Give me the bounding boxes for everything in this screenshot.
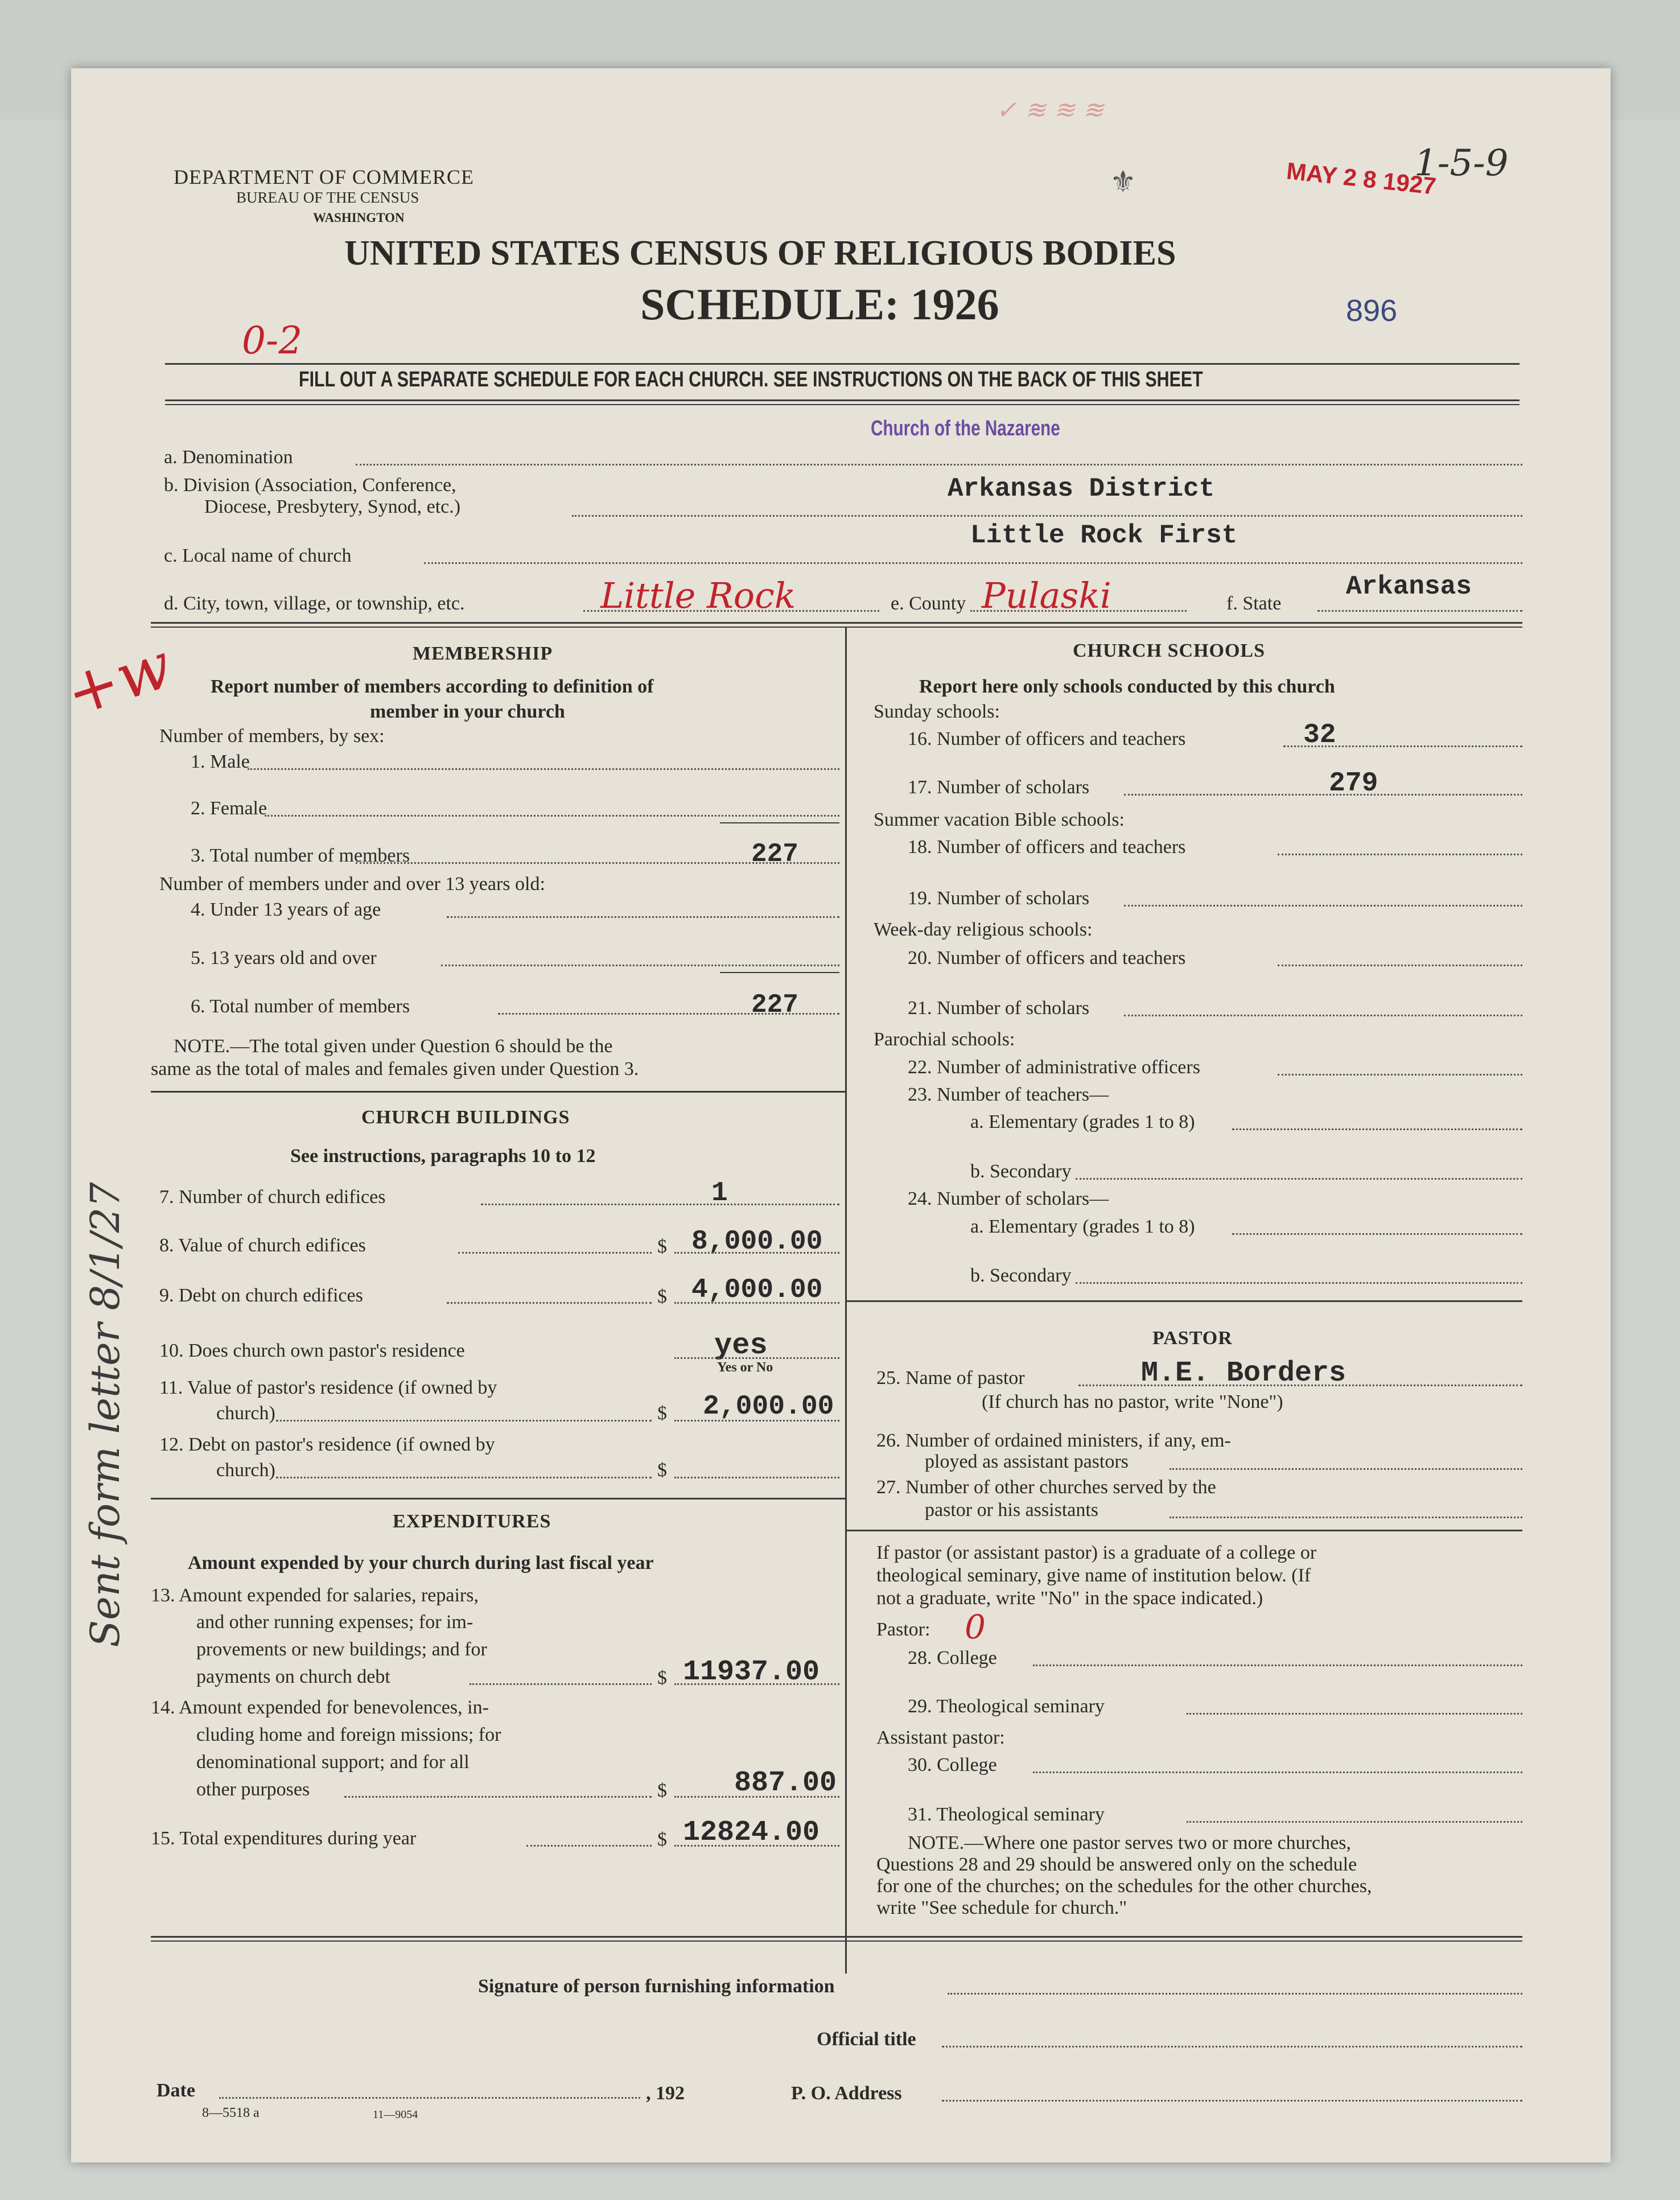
q16-value: 32 bbox=[1303, 720, 1336, 751]
divider bbox=[151, 1941, 1522, 1942]
q12-label-2: church) bbox=[216, 1460, 275, 1481]
q30-label: 30. College bbox=[908, 1754, 997, 1775]
q13-label-2: and other running expenses; for im- bbox=[196, 1612, 473, 1633]
pastor-heading: PASTOR bbox=[1152, 1328, 1233, 1349]
local-name-value: Little Rock First bbox=[970, 521, 1238, 550]
membership-intro: Report number of members according to definition of bbox=[211, 676, 654, 697]
q23b-line bbox=[1076, 1178, 1522, 1180]
q27-label-2: pastor or his assistants bbox=[925, 1499, 1099, 1521]
official-title-label: Official title bbox=[817, 2029, 916, 2050]
local-name-label: c. Local name of church bbox=[164, 545, 352, 566]
pastor-value: 0 bbox=[965, 1608, 986, 1646]
q13-line bbox=[470, 1683, 652, 1685]
q13-label-3: provements or new buildings; and for bbox=[196, 1639, 487, 1660]
q25-label: 25. Name of pastor bbox=[876, 1367, 1025, 1389]
q1-line bbox=[248, 768, 839, 770]
code-handwritten: 0-2 bbox=[242, 319, 303, 362]
q18-label: 18. Number of officers and teachers bbox=[908, 837, 1186, 858]
print-number: 11—9054 bbox=[373, 2108, 418, 2121]
q28-label: 28. College bbox=[908, 1647, 997, 1668]
schedule-number: 896 bbox=[1346, 294, 1398, 328]
q11-label-2: church) bbox=[216, 1403, 275, 1424]
form-number: 8—5518 a bbox=[202, 2106, 260, 2120]
q4-under13-label: 4. Under 13 years of age bbox=[191, 899, 381, 920]
buildings-heading: CHURCH BUILDINGS bbox=[361, 1107, 570, 1128]
membership-heading: MEMBERSHIP bbox=[413, 643, 553, 664]
q20-line bbox=[1278, 965, 1522, 966]
q7-label: 7. Number of church edifices bbox=[159, 1186, 386, 1208]
q20-label: 20. Number of officers and teachers bbox=[908, 947, 1186, 969]
buildings-intro: See instructions, paragraphs 10 to 12 bbox=[290, 1146, 596, 1167]
weekday-schools-label: Week-day religious schools: bbox=[874, 919, 1093, 940]
q8-line bbox=[458, 1252, 652, 1254]
signature-line bbox=[948, 1993, 1522, 1995]
q15-amount-line bbox=[674, 1845, 839, 1847]
pastor-note-4: write "See schedule for church." bbox=[876, 1897, 1127, 1918]
membership-note: NOTE.—The total given under Question 6 should be the bbox=[174, 1036, 613, 1057]
signature-label: Signature of person furnishing information bbox=[478, 1976, 835, 1997]
q6-total-label: 6. Total number of members bbox=[191, 996, 410, 1017]
q2-line bbox=[265, 815, 839, 817]
summer-schools-label: Summer vacation Bible schools: bbox=[874, 809, 1125, 830]
q4-line bbox=[447, 916, 839, 918]
q5-line bbox=[441, 965, 839, 966]
census-schedule-page bbox=[56, 68, 1611, 2162]
q11-label: 11. Value of pastor's residence (if owned by bbox=[159, 1377, 497, 1398]
q9-label: 9. Debt on church edifices bbox=[159, 1285, 363, 1306]
q13-label: 13. Amount expended for salaries, repairs, bbox=[151, 1585, 479, 1606]
q13-label-4: payments on church debt bbox=[196, 1666, 390, 1687]
q25-value: M.E. Borders bbox=[1141, 1357, 1347, 1390]
divider bbox=[845, 1530, 1522, 1531]
membership-note-2: same as the total of males and females given under Question 3. bbox=[151, 1058, 639, 1080]
parochial-schools-label: Parochial schools: bbox=[874, 1029, 1015, 1050]
division-value: Arkansas District bbox=[948, 474, 1215, 504]
q28-line bbox=[1033, 1665, 1522, 1666]
denomination-label: a. Denomination bbox=[164, 447, 293, 468]
department-heading: DEPARTMENT OF COMMERCE bbox=[174, 166, 474, 188]
q17-label: 17. Number of scholars bbox=[908, 777, 1090, 798]
schedule-title: SCHEDULE: 1926 bbox=[640, 279, 999, 329]
graduate-instructions-2: theological seminary, give name of institution below. (If bbox=[876, 1565, 1311, 1586]
seal-stamp-icon: ⚜ bbox=[1110, 166, 1137, 199]
q22-label: 22. Number of administrative officers bbox=[908, 1057, 1200, 1078]
divider bbox=[151, 627, 1522, 628]
q6-line bbox=[498, 1013, 839, 1015]
q22-line bbox=[1278, 1074, 1522, 1076]
city-heading: WASHINGTON bbox=[313, 211, 405, 225]
city-label: d. City, town, village, or township, etc. bbox=[164, 593, 465, 614]
q21-label: 21. Number of scholars bbox=[908, 998, 1090, 1019]
red-x-mark: +w bbox=[56, 628, 180, 731]
schools-heading: CHURCH SCHOOLS bbox=[1073, 640, 1265, 661]
side-note-handwritten: Sent form letter 8/1/27 bbox=[82, 1182, 129, 1647]
q10-value: yes bbox=[714, 1329, 768, 1362]
division-label: b. Division (Association, Conference, bbox=[164, 475, 456, 496]
pastor-note: NOTE.—Where one pastor serves two or more churches, bbox=[908, 1832, 1351, 1853]
q17-value: 279 bbox=[1329, 768, 1378, 799]
county-line bbox=[970, 610, 1187, 612]
q23-label: 23. Number of teachers— bbox=[908, 1084, 1109, 1105]
q14-label-4: other purposes bbox=[196, 1779, 310, 1800]
q7-line bbox=[481, 1204, 839, 1205]
divider bbox=[845, 1300, 1522, 1302]
dollar-sign: $ bbox=[657, 1780, 667, 1801]
q14-line bbox=[344, 1796, 652, 1798]
q12-line bbox=[276, 1477, 652, 1478]
q5-over13-label: 5. 13 years old and over bbox=[191, 947, 377, 969]
po-address-label: P. O. Address bbox=[791, 2083, 902, 2104]
q13-value: 11937.00 bbox=[683, 1656, 820, 1688]
membership-intro-2: member in your church bbox=[370, 701, 565, 722]
received-date-stamp: MAY 2 8 1927 bbox=[1285, 157, 1438, 200]
date-year: , 192 bbox=[646, 2083, 685, 2104]
document-title: UNITED STATES CENSUS OF RELIGIOUS BODIES bbox=[344, 234, 1176, 273]
instructions-banner: FILL OUT A SEPARATE SCHEDULE FOR EACH CHURCH. SEE INSTRUCTIONS ON THE BACK OF THIS SHEET bbox=[299, 368, 1203, 392]
dollar-sign: $ bbox=[657, 1403, 667, 1424]
q26-line bbox=[1170, 1468, 1522, 1470]
q12-amount-line bbox=[674, 1477, 839, 1478]
q26-label-2: ployed as assistant pastors bbox=[925, 1451, 1129, 1472]
q14-amount-line bbox=[674, 1796, 839, 1798]
q24b-label: b. Secondary bbox=[970, 1265, 1072, 1286]
divider bbox=[151, 1091, 845, 1093]
q15-label: 15. Total expenditures during year bbox=[151, 1828, 417, 1849]
q27-label: 27. Number of other churches served by the bbox=[876, 1477, 1216, 1498]
q13-amount-line bbox=[674, 1683, 839, 1685]
schools-intro: Report here only schools conducted by this church bbox=[919, 676, 1335, 697]
local-name-line bbox=[424, 562, 1522, 564]
q8-label: 8. Value of church edifices bbox=[159, 1235, 366, 1256]
q30-line bbox=[1033, 1771, 1522, 1773]
q17-line bbox=[1124, 794, 1522, 796]
q31-label: 31. Theological seminary bbox=[908, 1804, 1105, 1825]
q3-total-value: 227 bbox=[751, 839, 798, 869]
faint-stamp-text: ✓ ≋ ≋ ≋ bbox=[996, 96, 1104, 125]
expenditures-intro: Amount expended by your church during last fiscal year bbox=[188, 1552, 654, 1573]
q29-line bbox=[1187, 1713, 1522, 1715]
q10-hint: Yes or No bbox=[717, 1360, 773, 1375]
q14-value: 887.00 bbox=[734, 1767, 837, 1799]
q19-label: 19. Number of scholars bbox=[908, 888, 1090, 909]
denomination-line bbox=[356, 464, 1522, 465]
divider bbox=[151, 1498, 845, 1499]
official-title-line bbox=[942, 2046, 1522, 2047]
q23a-line bbox=[1232, 1128, 1522, 1130]
q24b-line bbox=[1076, 1282, 1522, 1284]
divider bbox=[151, 1936, 1522, 1938]
q9-amount-line bbox=[674, 1302, 839, 1304]
q15-line bbox=[526, 1845, 652, 1847]
q9-value: 4,000.00 bbox=[691, 1275, 823, 1305]
q2-female-label: 2. Female bbox=[191, 798, 267, 819]
q24a-line bbox=[1232, 1233, 1522, 1235]
q3-total-label: 3. Total number of members bbox=[191, 845, 410, 866]
q31-line bbox=[1187, 1821, 1522, 1823]
dollar-sign: $ bbox=[657, 1460, 667, 1481]
pastor-note-2: Questions 28 and 29 should be answered only on the schedule bbox=[876, 1854, 1357, 1875]
state-value: Arkansas bbox=[1346, 572, 1472, 602]
q16-line bbox=[1283, 745, 1522, 747]
po-address-line bbox=[942, 2100, 1522, 2102]
q10-line bbox=[674, 1357, 839, 1359]
q14-label-2: cluding home and foreign missions; for bbox=[196, 1724, 501, 1745]
divider bbox=[165, 363, 1520, 365]
county-value: Pulaski bbox=[982, 575, 1111, 616]
pastor-label: Pastor: bbox=[876, 1619, 930, 1640]
q12-label: 12. Debt on pastor's residence (if owned by bbox=[159, 1434, 495, 1455]
q24-label: 24. Number of scholars— bbox=[908, 1188, 1109, 1209]
q24a-label: a. Elementary (grades 1 to 8) bbox=[970, 1216, 1195, 1237]
state-label: f. State bbox=[1226, 593, 1282, 614]
county-label: e. County bbox=[891, 593, 966, 614]
q15-value: 12824.00 bbox=[683, 1816, 820, 1849]
graduate-instructions: If pastor (or assistant pastor) is a graduate of a college or bbox=[876, 1542, 1317, 1563]
q11-value: 2,000.00 bbox=[703, 1391, 834, 1422]
q27-line bbox=[1170, 1517, 1522, 1518]
q7-value: 1 bbox=[711, 1178, 728, 1209]
date-label: Date bbox=[157, 2080, 195, 2101]
sum-rule bbox=[720, 822, 839, 823]
q23b-label: b. Secondary bbox=[970, 1161, 1072, 1182]
q3-line bbox=[356, 862, 839, 864]
q25-line bbox=[1078, 1385, 1522, 1386]
bureau-heading: BUREAU OF THE CENSUS bbox=[236, 189, 419, 206]
assistant-pastor-label: Assistant pastor: bbox=[876, 1727, 1005, 1748]
city-line bbox=[583, 610, 879, 612]
q11-line bbox=[276, 1420, 652, 1422]
q19-line bbox=[1124, 905, 1522, 907]
q1-male-label: 1. Male bbox=[191, 751, 250, 772]
q29-label: 29. Theological seminary bbox=[908, 1696, 1105, 1717]
dollar-sign: $ bbox=[657, 1667, 667, 1688]
dollar-sign: $ bbox=[657, 1829, 667, 1850]
division-label-2: Diocese, Presbytery, Synod, etc.) bbox=[204, 496, 461, 517]
q25-hint: (If church has no pastor, write "None") bbox=[982, 1391, 1283, 1412]
date-line bbox=[219, 2097, 640, 2099]
sunday-schools-label: Sunday schools: bbox=[874, 701, 1000, 722]
q21-line bbox=[1124, 1015, 1522, 1016]
divider bbox=[151, 622, 1522, 624]
expenditures-heading: EXPENDITURES bbox=[393, 1511, 551, 1532]
denomination-stamp: Church of the Nazarene bbox=[871, 417, 1060, 440]
divider bbox=[165, 404, 1520, 405]
sum-rule bbox=[720, 972, 839, 973]
dollar-sign: $ bbox=[657, 1286, 667, 1307]
q8-amount-line bbox=[674, 1252, 839, 1254]
reference-handwritten: 1-5-9 bbox=[1414, 142, 1509, 184]
members-by-age-label: Number of members under and over 13 years old: bbox=[159, 874, 545, 895]
dollar-sign: $ bbox=[657, 1236, 667, 1257]
divider bbox=[165, 399, 1520, 401]
q16-label: 16. Number of officers and teachers bbox=[908, 728, 1186, 749]
q14-label: 14. Amount expended for benevolences, in- bbox=[151, 1697, 489, 1718]
members-by-sex-label: Number of members, by sex: bbox=[159, 726, 385, 747]
q26-label: 26. Number of ordained ministers, if any, em- bbox=[876, 1430, 1231, 1451]
q9-line bbox=[447, 1302, 652, 1304]
city-value: Little Rock bbox=[600, 575, 796, 616]
state-line bbox=[1317, 610, 1522, 612]
q14-label-3: denominational support; and for all bbox=[196, 1752, 470, 1773]
q10-label: 10. Does church own pastor's residence bbox=[159, 1340, 465, 1361]
pastor-note-3: for one of the churches; on the schedules for the other churches, bbox=[876, 1876, 1372, 1897]
division-line bbox=[572, 515, 1522, 517]
q23a-label: a. Elementary (grades 1 to 8) bbox=[970, 1111, 1195, 1132]
graduate-instructions-3: not a graduate, write "No" in the space indicated.) bbox=[876, 1588, 1263, 1609]
q6-total-value: 227 bbox=[751, 990, 798, 1020]
q18-line bbox=[1278, 854, 1522, 855]
q8-value: 8,000.00 bbox=[691, 1226, 823, 1257]
q11-amount-line bbox=[674, 1420, 839, 1422]
